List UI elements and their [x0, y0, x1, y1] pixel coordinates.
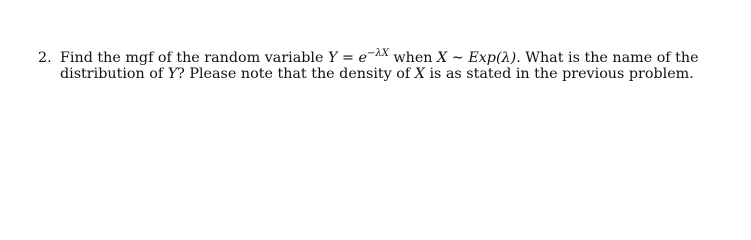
problem-text-e: ? Please note that the density of — [177, 66, 415, 82]
math-sim: ∼ — [447, 50, 469, 66]
math-var-x: X — [437, 50, 448, 66]
math-e: e — [358, 50, 367, 66]
math-var-x-2: X — [414, 66, 425, 82]
math-equals: = — [337, 50, 359, 66]
problem-text-f: is as stated in the previous problem. — [424, 66, 694, 82]
problem-text-d: distribution of — [60, 66, 168, 82]
math-var-y-2: Y — [167, 66, 178, 82]
problem-line-2 — [38, 64, 718, 85]
math-var-y: Y — [328, 50, 338, 66]
problem-line-1 — [38, 43, 718, 64]
problem-text-a: Find the mgf of the random variable — [60, 50, 328, 66]
math-dist-arg: (λ) — [495, 50, 517, 66]
problem-text-c: . What is the name of the — [516, 50, 699, 66]
problem-text-b: when — [388, 50, 438, 66]
problem-number: 2. — [38, 50, 52, 66]
problem-2 — [38, 43, 718, 85]
math-exponent: −λX — [367, 48, 389, 59]
math-dist-exp: Exp — [468, 50, 496, 66]
